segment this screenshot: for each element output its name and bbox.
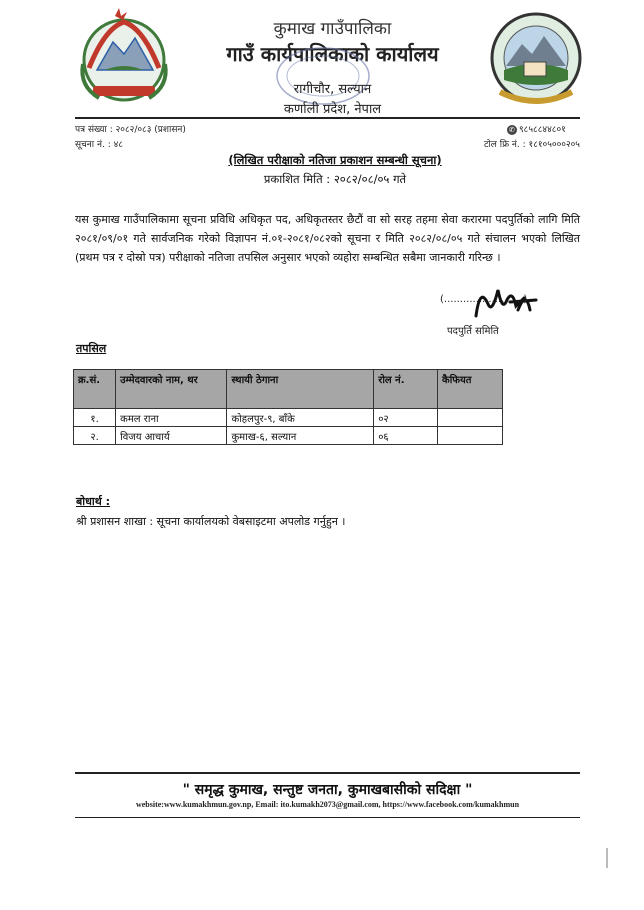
- notice-body: यस कुमाख गाउँपालिकामा सूचना प्रविधि अधिकृत पद, अधिकृतस्तर छैटौं वा सो सरह तहमा सेवा करारमा पदपुर्तिको लागि मिति २०८१/०९/०१ गते सार्वजनिक गरेको विज्ञापन नं.०१-२०८१/०८२को सूचना र मिति २०८२/०८/०५ गते संचालन भएको लिखित (प्रथम पत्र र दोस्रो पत्र) परीक्षाको नतिजा तपसिल अनुसार भएको व्यहोरा सम्बन्धित सबैमा जानकारी गरिन्छ ।: [75, 213, 580, 264]
- col-serial: क्र.सं.: [74, 370, 116, 409]
- committee-name: पदपुर्ति समिति: [447, 326, 499, 337]
- address-line-2: कर्णाली प्रदेश, नेपाल: [283, 102, 382, 117]
- col-address: स्थायी ठेगाना: [227, 370, 374, 409]
- address-line-1: रागीचौर, सल्यान: [293, 82, 372, 97]
- cell-name: विजय आचार्य: [116, 427, 227, 445]
- reference-number: पत्र संख्या : २०८२/०८३ (प्रशासन): [75, 125, 186, 135]
- scan-mark: [606, 848, 608, 868]
- published-date: प्रकाशित मिति : २०८२/०८/०५ गते: [263, 172, 407, 186]
- footer-links[interactable]: website:www.kumakhmun.gov.np, Email: ito.kumakh2073@gmail.com, https://www.facebook.com/kumakhmun: [135, 800, 520, 809]
- col-candidate-name: उम्मेदवारको नाम, थर: [116, 370, 227, 409]
- table-header-row: [74, 370, 503, 409]
- cell-address: कुमाख-६, सल्यान: [227, 427, 374, 445]
- header-divider: [75, 117, 580, 119]
- notice-number: सूचना नं. : ४८: [75, 140, 123, 150]
- notice-title-text: (लिखित परीक्षाको नतिजा प्रकाशन सम्बन्धी सूचना): [228, 153, 442, 167]
- col-roll-number: रोल नं.: [374, 370, 438, 409]
- footer-slogan: " समृद्ध कुमाख, सन्तुष्ट जनता, कुमाखबासीको सदिक्षा ": [182, 782, 473, 798]
- bodhartha-text: श्री प्रशासन शाखा : सूचना कार्यालयको वेबसाइटमा अपलोड गर्नुहुन ।: [76, 515, 346, 528]
- phone-number: [507, 122, 566, 135]
- toll-free-number: टोल फ्रि नं. : १८१०५०००२०५: [483, 140, 580, 150]
- cell-address: कोहलपुर-९, बाँके: [227, 409, 374, 427]
- nepal-emblem-icon: [75, 8, 173, 108]
- cell-roll: ०६: [374, 427, 438, 445]
- cell-name: कमल राना: [116, 409, 227, 427]
- table-row: [74, 427, 503, 445]
- cell-remarks: [438, 427, 503, 445]
- col-remarks: कैफियत: [438, 370, 503, 409]
- table-row: [74, 409, 503, 427]
- footer-divider-bottom: [75, 817, 580, 818]
- notice-title: [150, 153, 520, 168]
- office-stamp-icon: [275, 46, 371, 106]
- municipality-name: कुमाख गाउँपालिका: [273, 19, 392, 39]
- phone-value: ९८५८८४४८०१: [519, 125, 566, 135]
- tapsil-heading: तपसिल: [76, 342, 107, 355]
- bodhartha-heading: बोधार्थ :: [76, 495, 111, 508]
- cell-roll: ०२: [374, 409, 438, 427]
- cell-remarks: [438, 409, 503, 427]
- footer-divider-top: [75, 772, 580, 774]
- office-name: गाउँ कार्यपालिकाको कार्यालय: [226, 42, 439, 66]
- municipality-logo-icon: [490, 10, 582, 108]
- cell-serial: २.: [74, 427, 116, 445]
- results-table: [73, 369, 503, 445]
- cell-serial: १.: [74, 409, 116, 427]
- signature-placeholder: (.........................): [440, 294, 528, 305]
- phone-icon: ✆: [507, 125, 517, 135]
